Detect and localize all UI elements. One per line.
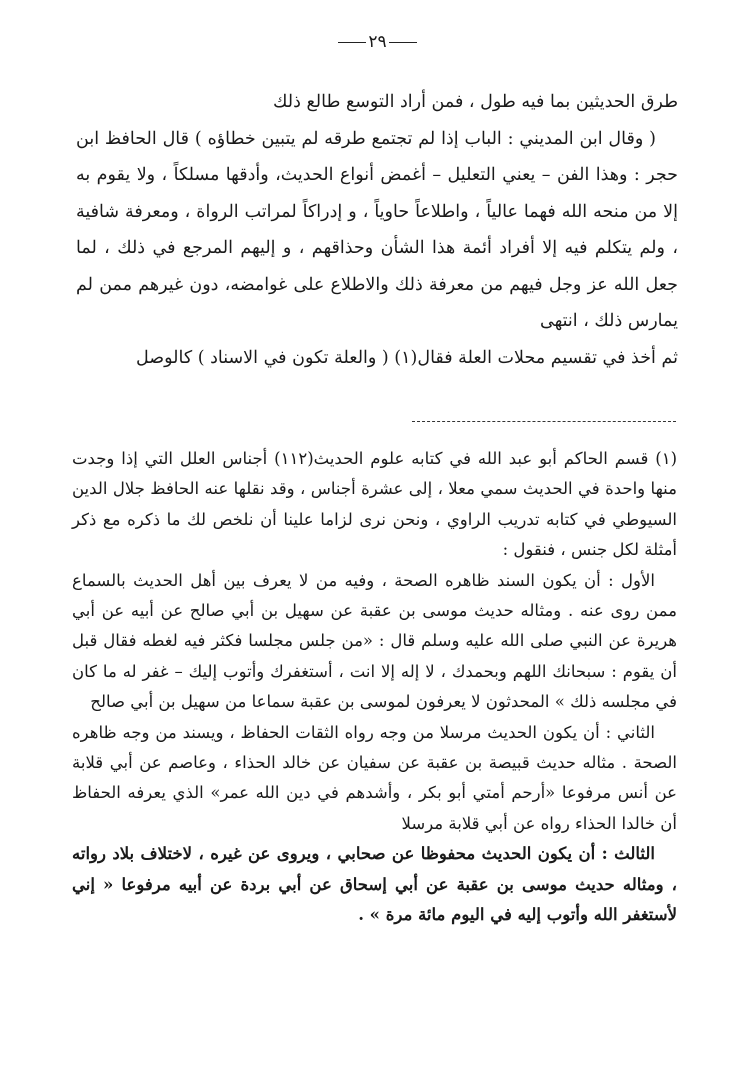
body-line-last: ثم أخذ في تقسيم محلات العلة فقال(١) ( والعلة تكون في الاسناد ) كالوصل	[136, 347, 678, 368]
page-number	[0, 32, 755, 52]
footnote-paragraph-third: الثالث : أن يكون الحديث محفوظا عن صحابي ، ويروى عن غيره ، لاختلاف بلاد رواته ، ومثاله حديث موسى بن عقبة عن أبي إسحاق عن أبي بردة عن أبيه مرفوعا « إني لأستغفر الله وأتوب إليه في اليوم مائة مرة » .	[72, 844, 677, 925]
main-text	[76, 84, 678, 376]
body-paragraph-ibn-madini: ( وقال ابن المديني : الباب إذا لم تجتمع طرقه لم يتبين خطاؤه ) قال الحافظ ابن حجر : وهذا الفن – يعني التعليل – أغمض أنواع الحديث، وأدقها مسلكاً ، ولا يقوم به إلا من منحه الله فهما عالياً ، واطلاعاً حاوياً ، و إدراكاً لمراتب الرواة ، ومعرفة شافية ، ولم يتكلم فيه إلا أفراد أئمة هذا الشأن وحذاقهم ، و إليهم المرجع في ذلك ، لما جعل الله عز وجل فيهم من معرفة ذلك والاطلاع على غوامضه، دون غيرهم ممن لم يمارس ذلك ، انتهى	[76, 128, 678, 331]
footnote-separator	[412, 421, 676, 422]
footnote-paragraph-second: الثاني : أن يكون الحديث مرسلا من وجه رواه الثقات الحفاظ ، ويسند من وجه ظاهره الصحة . مثاله حديث قبيصة بن عقبة عن سفيان عن خالد الحذاء ، وعاصم عن أبي قلابة عن أنس مرفوعا «أرحم أمتي أبو بكر ، وأشدهم في دين الله عمر» الذي يعرفه الحفاظ أن خالدا الحذاء رواه عن أبي قلابة مرسلا	[72, 722, 677, 833]
page-number-dash-left	[338, 42, 366, 43]
footnote	[72, 444, 677, 931]
body-line-1: طرق الحديثين بما فيه طول ، فمن أراد التوسع طالع ذلك	[273, 92, 678, 112]
footnote-paragraph-intro: (١) قسم الحاكم أبو عبد الله في كتابه علوم الحديث(١١٢) أجناس العلل التي إذا وجدت منها واحدة في الحديث سمي معلا ، إلى عشرة أجناس ، وقد نقلها عنه الحافظ جلال الدين السيوطي في كتابه تدريب الراوي ، ونحن نرى لزاما علينا أن نلخص لك ما ذكره مع ذكر أمثلة لكل جنس ، فنقول :	[72, 449, 677, 560]
footnote-paragraph-first: الأول : أن يكون السند ظاهره الصحة ، وفيه من لا يعرف بين أهل الحديث بالسماع ممن روى عنه . ومثاله حديث موسى بن عقبة عن سهيل بن أبي صالح عن أبيه عن أبي هريرة عن النبي صلى الله عليه وسلم قال : «من جلس مجلسا فكثر فيه لغطه فقال قبل أن يقوم : سبحانك اللهم وبحمدك ، لا إله إلا انت ، أستغفرك وأتوب إليك – غفر له ما كان في مجلسه ذلك » المحدثون لا يعرفون لموسى بن عقبة سماعا من سهيل بن أبي صالح	[72, 570, 677, 712]
page-number-dash-right	[389, 42, 417, 43]
page-number-text: ٢٩	[368, 32, 387, 52]
